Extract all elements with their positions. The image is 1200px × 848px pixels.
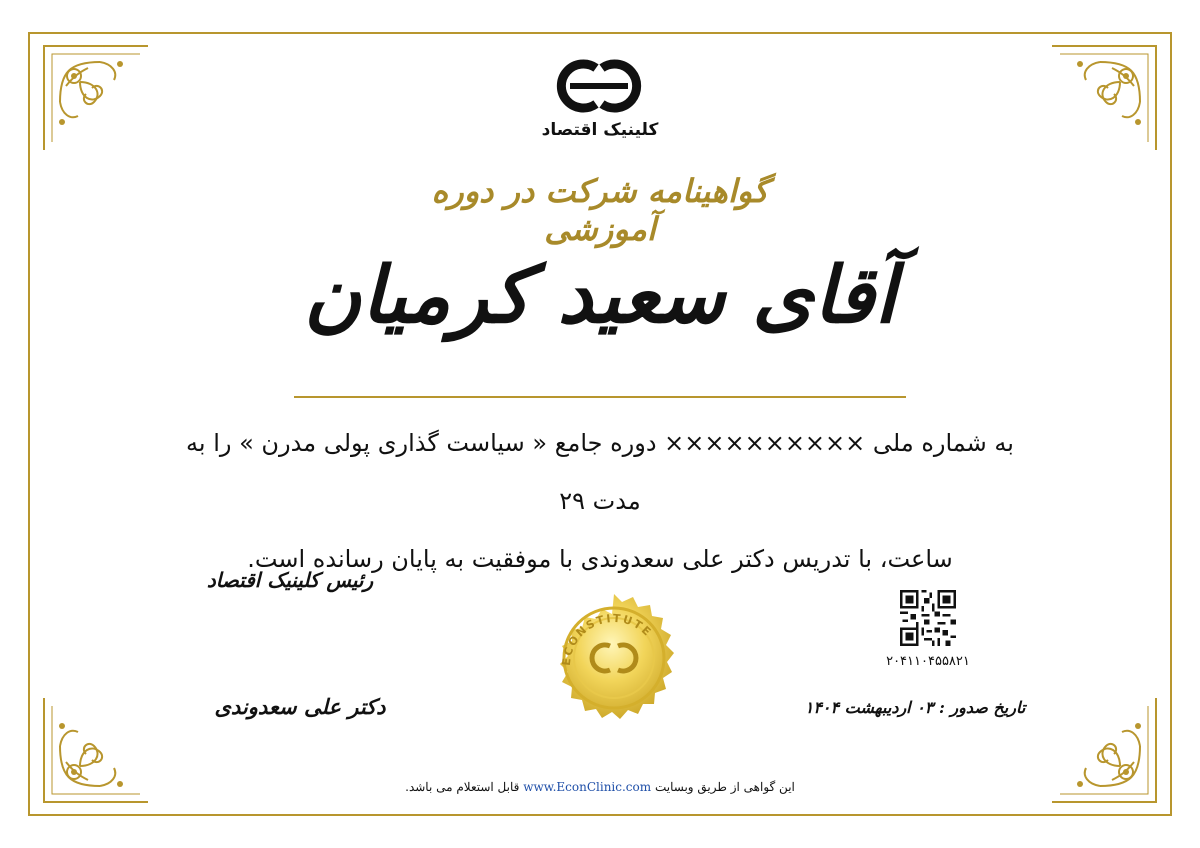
brand-logo-icon [556, 56, 642, 116]
seal-text: ECONSTITUTE [559, 611, 655, 667]
body-line-2: ساعت، با تدریس دکتر علی سعدوندی با موفقیت به پایان رسانده است. [247, 545, 953, 573]
corner-ornament-icon [40, 42, 152, 154]
recipient-name: آقای سعید کرمیان [303, 250, 897, 341]
brand-name: کلینیک اقتصاد [541, 120, 659, 140]
certificate-body [160, 414, 1040, 588]
signatory-name: دکتر علی سعدوندی [214, 694, 386, 719]
corner-ornament-icon [40, 694, 152, 806]
footer-prefix: این گواهی از طریق وبسایت [654, 780, 795, 794]
corner-ornament-icon [1048, 694, 1160, 806]
issue-date: تاریخ صدور : ۰۳ اردیبهشت ۱۴۰۴ [804, 698, 1026, 717]
verification-note [300, 780, 900, 794]
corner-ornament-icon [1048, 42, 1160, 154]
qr-code-icon[interactable] [900, 590, 956, 646]
signatory-title: رئیس کلینیک اقتصاد [206, 568, 374, 592]
name-underline [294, 396, 906, 398]
gold-seal-icon [540, 592, 688, 740]
certificate-title: گواهینامه شرکت در دوره آموزشی [431, 172, 769, 248]
body-line-1: به شماره ملی ×××××××××× دوره جامع « سیاست گذاری پولی مدرن » را به مدت ۲۹ [186, 429, 1014, 515]
footer-suffix: قابل استعلام می باشد. [405, 780, 520, 794]
certificate-serial: ۲۰۴۱۱۰۴۵۵۸۲۱ [886, 654, 970, 669]
website-link[interactable]: www.EconClinic.com [523, 780, 652, 794]
